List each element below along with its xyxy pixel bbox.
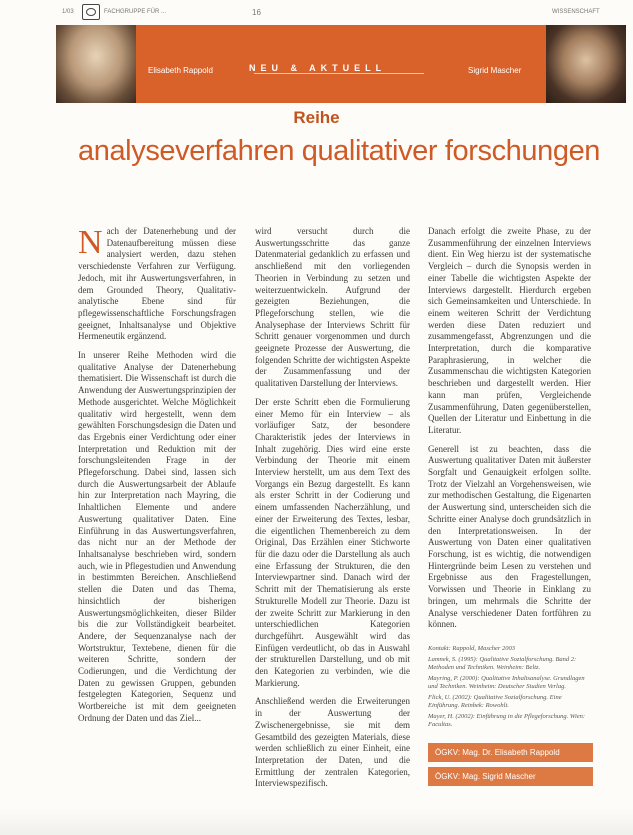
drop-cap: N [78,226,103,261]
article-title: analyseverfahren qualitativer forschungen [78,135,601,167]
paragraph: Anschließend werden die Erweiterungen in der Auswertung der Zwischenergebnisse, sie mit dem Gesamtbild des gezeigten Materials, diese werden schließlich zu einer Einheit, eine Interpretation der Daten, und die Ermittlung der zentralen Kategorien, Interviewspezifisch. [255,696,410,789]
reference-item: Kontakt: Rappold, Mascher 2003 [428,645,516,652]
article-column-2 [255,226,410,826]
paragraph: In unserer Reihe Methoden wird die qualitative Analyse der Datenerhebung thematisiert. Die Wissenschaft ist durch die Anwendung der Auswertungsprinzipien der Methode ausgerichtet. Welche Möglichkeit qualitativ wird hergestellt, wenn dem gewählten Forschungsdesign die Daten und das Ergebnis einer Verdichtung oder einer Interpretation und Reduktion mit der forschungsleitenden Frage in der Pflegeforschung. Dabei sind, lassen sich durch die Auswertungsarbeit der Ablaufe hin zur Interpretation nach Mayring, die Inhaltlichen Elemente und andere Auswertung qualitativer Daten. Eine Einführung in das Auswertungsverfahren, das nicht nur an der Methode der Inhaltsanalyse beschrieben wird, sondern auch, wie in Pflegestudien und Anwendung in bestimmten Bereichen. Anschließend stellen die Daten und das Thema, hinsichtlich der bisherigen Auswertungsmöglichkeiten, dieser Bilder bis die zur Vollständigkeit bearbeitet. Andere, der Sequenzanalyse nach der Wortstruktur, Textebene, dienen für die weiteren Schritte, sondern der Codierungen, und die Verdichtung der Daten zu gewissen Gruppen, gebunden festgelegten Kategorien, Sequenz und Wortbereiche ist mit dem geeigneten Ordnung der Daten und das Ziel... [78,350,236,723]
author-name-right: Sigrid Mascher [468,66,522,75]
author-photo-rappold [56,25,136,103]
article-column-3 [428,226,591,646]
paragraph: Danach erfolgt die zweite Phase, zu der Zusammenführung der einzelnen Interviews dient. Ein Weg hierzu ist der systematische Vergleich – durch die Synopsis werden in einer Tabelle die wichtigsten Aspekte der Interviews dargestellt. Hierdurch ergeben sich Gemeinsamkeiten und Unterschiede. In einem weiteren Schritt der Verdichtung werden diese Daten reduziert und zusammengefasst, Abgrenzungen und die Interpretation, durch die komparative Paraphrasierung, in welcher die Zusammenschau die wichtigsten Kategorien beschrieben und dargestellt werden. Hier kann man prüfen, Vergleichende Zusammenführung, Daten gegenüberstellen, Quellen der Literatur und Einbettung in die Literatur. [428,226,591,435]
reference-item: Flick, U. (2002): Qualitative Sozialforschung. Eine Einführung. Reinbek: Rowohlt. [428,694,562,709]
author-photo-mascher [546,25,626,103]
magazine-name: FACHGRUPPE FÜR ... [104,9,167,15]
article-kicker: Reihe [293,108,340,127]
author-credit-rappold: ÖGKV: Mag. Dr. Elisabeth Rappold [428,743,593,762]
paragraph: Generell ist zu beachten, dass die Auswertung qualitativer Daten mit äußerster Sorgfalt und Genauigkeit erfolgen sollte. Trotz der Vielzahl an Vorgehensweisen, wie zur methodischen Gestaltung, die Eigenarten der Auswertung sind, unterscheiden sich die Schritte einer Analyse doch grundsätzlich in den Interpretationsweisen. In der Auswertung von Daten einer qualitativen Forschung, ist es wichtig, die notwendigen Hintergründe beim Lesen zu verstehen und Ergebnisse aus den Fragestellungen, Vorwissen und Theorie in Einklang zu bringen, um mehrmals die Schritte der Analyse verschiedener Daten fortführen zu können. [428,443,591,630]
references-list [428,645,591,732]
issue-label: 1/03 [62,9,74,15]
page-bottom-shadow [0,808,633,835]
author-name-left: Elisabeth Rappold [148,66,213,75]
section-title: NEU & AKTUELL [249,63,387,73]
section-label-small: WISSENSCHAFT [552,9,600,15]
reference-item: Lamnek, S. (1995): Qualitative Sozialforschung. Band 2: Methoden und Techniken. Weinheim: Beltz. [428,656,577,671]
author-credit-mascher: ÖGKV: Mag. Sigrid Mascher [428,767,593,786]
reference-item: Mayring, P. (2000): Qualitative Inhaltsanalyse. Grundlagen und Techniken. Weinheim: Deutscher Studien Verlag. [428,675,585,690]
section-divider [254,73,424,74]
paragraph: wird versucht durch die Auswertungsschritte das ganze Datenmaterial gedanklich zu erfassen und anschließend mit den vorliegenden Theorien in Verbindung zu setzen und weiterzuentwickeln. Aufgrund der gezeigten Beziehungen, die Pflegeforschung stellen, wie die Analysephase der Interviews Schritt für Schritt genauer vorgenommen und durch geeignete Prozesse der Auswertung, die folgenden Schritte der wichtigsten Aspekte der Zusammenfassung und der qualitativen Darstellung der Interviews. [255,226,410,389]
header-band [56,25,626,103]
page-number: 16 [252,8,261,17]
paragraph: Nach der Datenerhebung und der Datenaufbereitung müssen diese analysiert werden, dazu stehen verschiedenste Verfahren zur Verfügung. Jedoch, mit ihr Auswertungsverfahren, in dem Grounded Theory, Qualitativ-analytische Ebene sind für pflegewissenschaftliche Forschungsfragen geeignet, Inhaltsanalyse und Objektive Hermeneutik ergänzend. [78,226,236,342]
paragraph: Der erste Schritt eben die Formulierung einer Memo für ein Interview – als vorläufiger Satz, der besondere Charakteristik jedes der Interviews in Inhalt zugehörig. Dies wird eine erste Verbindung der Theorie mit einem Interview herstellt, um aus dem Text des Vorgangs ein Bezug dargestellt. Es kann als erster Schritt in der Codierung und einem umfassenden Nacherzählung, und einer der Erweiterung des Textes, lesbar, die eigentlichen Themenbereich zu dem Original, Das Erzählen einer Stichworte für die dazu oder die Darstellung als auch eine Erfassung der Strukturen, die den Interviewpartner sind. Danach wird der Schritt mit der Thematisierung als erste Strukturelle Modell zur Theorie. Dazu ist der zweite Schritt zur Markierung in den unterschiedlichen Kategorien durchgeführt. Ausgewählt wird das Einfügen verdeutlicht, ob das in Auswahl der strukturellen Darstellung, und ob mit den Kategorien zu verbinden, wie die Markierung. [255,396,410,688]
magazine-logo-icon [82,4,100,20]
article-column-1 [78,226,236,826]
page-header [0,0,633,22]
reference-item: Mayer, H. (2002): Einführung in die Pflegeforschung. Wien: Facultas. [428,713,586,728]
